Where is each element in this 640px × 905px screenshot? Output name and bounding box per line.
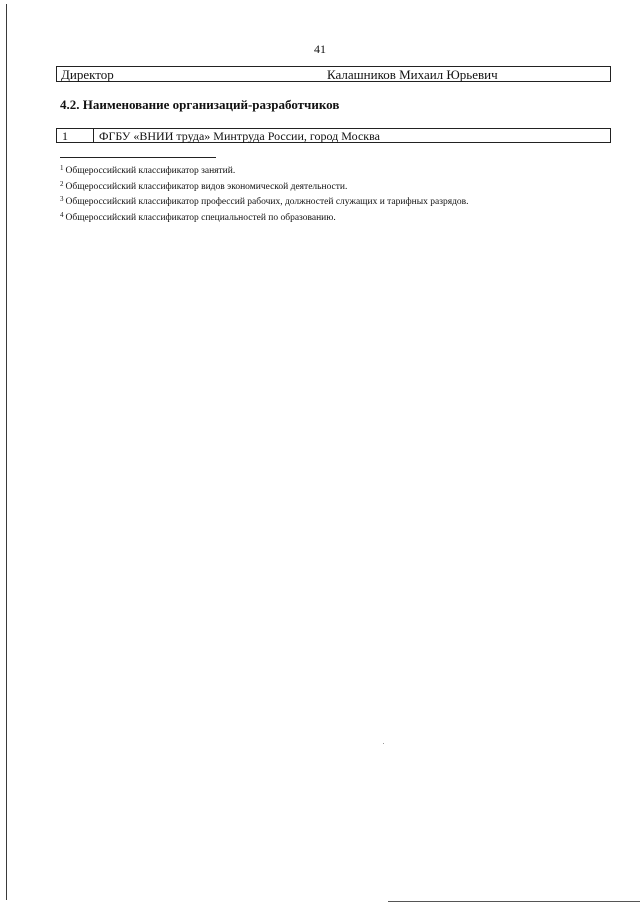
footnote-mark: 1 bbox=[60, 164, 64, 172]
footnote bbox=[60, 193, 469, 209]
footnote-mark: 3 bbox=[60, 195, 64, 203]
footnote bbox=[60, 178, 469, 194]
organization-number: 1 bbox=[62, 129, 68, 143]
organizations-table bbox=[56, 128, 611, 143]
scan-speck bbox=[383, 743, 384, 744]
footnote-separator bbox=[60, 157, 216, 158]
table-cell-divider bbox=[93, 129, 94, 142]
signature-role: Директор bbox=[61, 67, 114, 82]
footnote-text: Общероссийский классификатор профессий рабочих, должностей служащих и тарифных разрядов. bbox=[65, 197, 469, 207]
section-heading: 4.2. Наименование организаций-разработчиков bbox=[60, 97, 340, 112]
footnotes bbox=[60, 162, 469, 224]
signature-name: Калашников Михаил Юрьевич bbox=[327, 67, 498, 82]
page-number: 41 bbox=[314, 42, 326, 56]
footnote-mark: 4 bbox=[60, 210, 64, 219]
footnote-text: Общероссийский классификатор специальностей по образованию. bbox=[65, 212, 336, 223]
organization-name: ФГБУ «ВНИИ труда» Минтруда России, город Москва bbox=[99, 129, 380, 143]
signature-table bbox=[56, 66, 611, 82]
footnote-text: Общероссийский классификатор видов экономической деятельности. bbox=[65, 181, 348, 192]
footnote-mark: 2 bbox=[60, 179, 64, 188]
scan-edge-left bbox=[6, 4, 7, 900]
footnote bbox=[60, 162, 469, 178]
scan-edge-bottom bbox=[388, 901, 640, 902]
footnote-text: Общероссийский классификатор занятий. bbox=[65, 166, 236, 176]
footnote bbox=[60, 209, 469, 225]
